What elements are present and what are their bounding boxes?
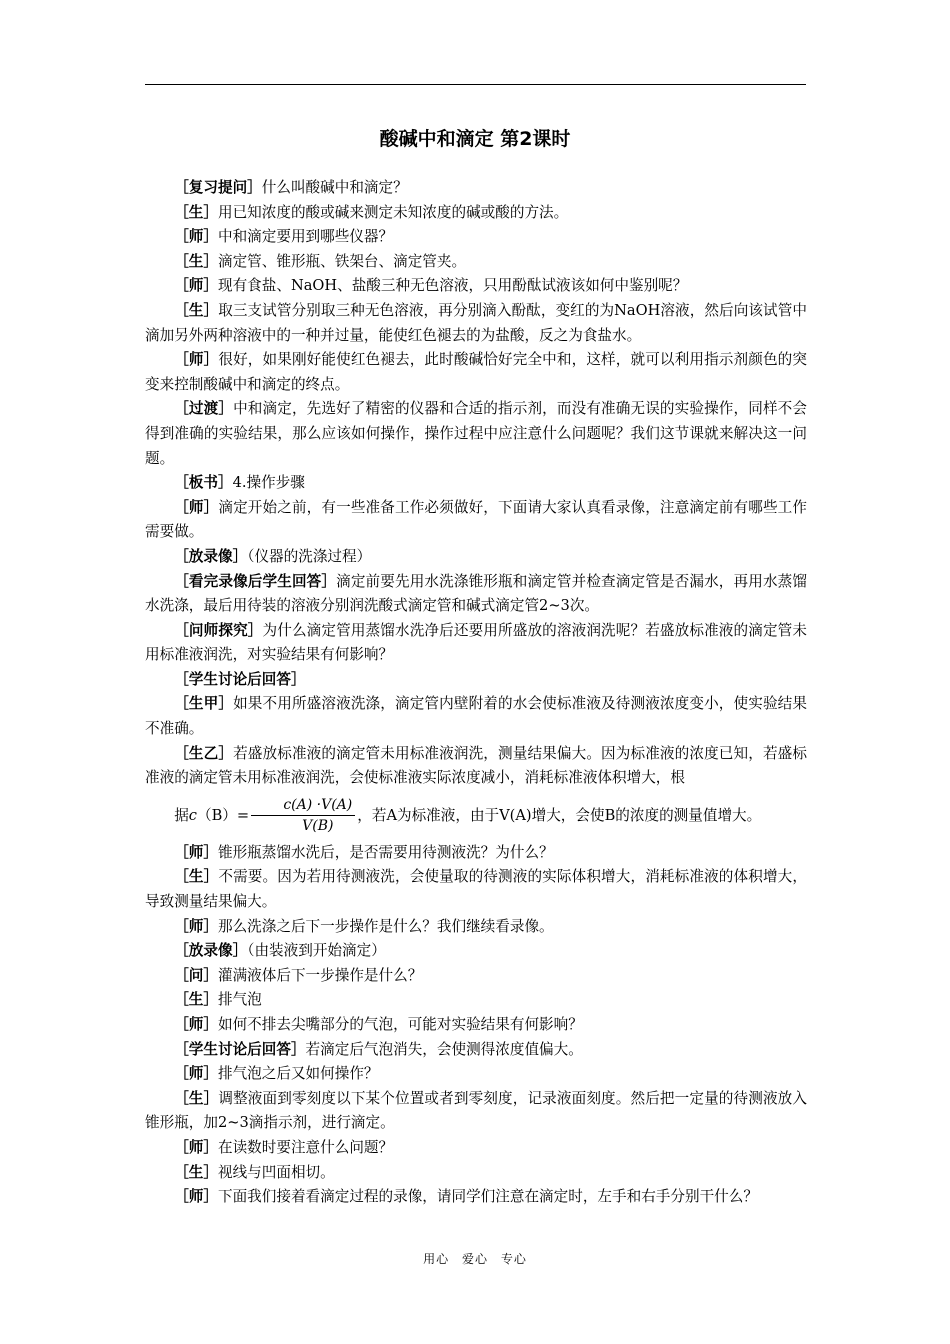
speaker-tag: ［生］ <box>174 991 218 1009</box>
paragraph <box>145 471 807 496</box>
paragraph-text: 什么叫酸碱中和滴定？ <box>261 179 408 196</box>
paragraph <box>145 299 807 348</box>
paragraph <box>145 250 807 275</box>
speaker-tag: ［复习提问］ <box>174 179 262 196</box>
paragraph <box>145 1087 807 1136</box>
paragraph <box>145 274 807 299</box>
speaker-tag: ［师］ <box>174 843 218 861</box>
formula-denominator: V(B) <box>302 818 334 835</box>
speaker-tag: ［生］ <box>174 1163 218 1181</box>
paragraph-group-2 <box>145 841 807 1210</box>
speaker-tag: ［看完录像后学生回答］ <box>174 572 337 590</box>
paragraph-text: 那么洗涤之后下一步操作是什么？我们继续看录像。 <box>217 917 554 935</box>
speaker-tag: ［生］ <box>174 203 218 221</box>
paragraph <box>145 201 807 226</box>
speaker-tag: ［师］ <box>174 277 218 295</box>
paragraph <box>145 397 807 471</box>
paragraph-text: 中和滴定，先选好了精密的仪器和合适的指示剂，而没有准确无误的实验操作，同样不会得到准确的实验结果，那么应该如何操作，操作过程中应注意什么问题呢？我们这节课就来解决这一问题。 <box>145 400 807 467</box>
paragraph-text: 在读数时要注意什么问题？ <box>217 1138 394 1156</box>
paragraph <box>145 668 807 693</box>
formula-numerator: c(A) ·V(A) <box>251 796 355 816</box>
paragraph <box>145 570 807 619</box>
paragraph-text: （由装液到开始滴定） <box>247 942 386 960</box>
speaker-tag: ［过渡］ <box>174 400 234 418</box>
paragraph <box>145 841 807 866</box>
paragraph-text: 滴定开始之前，有一些准备工作必须做好，下面请大家认真看录像，注意滴定前有哪些工作需要做。 <box>145 498 807 541</box>
document-body <box>145 176 807 1210</box>
page-title: 酸碱中和滴定 第2课时 <box>379 128 571 150</box>
speaker-tag: ［师］ <box>174 228 218 246</box>
formula-paragraph <box>145 791 807 841</box>
speaker-tag: ［师］ <box>174 351 219 369</box>
paragraph-text: 排气泡 <box>217 991 262 1009</box>
paragraph-text: 取三支试管分别取三种无色溶液，再分别滴入酚酞，变红的为NaOH溶液，然后向该试管中滴加另外两种溶液中的一种并过量，能使红色褪去的为盐酸，反之为食盐水。 <box>145 301 807 344</box>
speaker-tag: ［师］ <box>174 1188 218 1206</box>
paragraph <box>145 1013 807 1038</box>
paragraph-text: （仪器的洗涤过程） <box>247 547 372 565</box>
paragraph-text: 若滴定后气泡消失，会使测得浓度值偏大。 <box>305 1040 583 1058</box>
paragraph-text: 视线与凹面相切。 <box>217 1163 335 1181</box>
paragraph <box>145 964 807 989</box>
paragraph-group-1 <box>145 176 807 791</box>
paragraph-text: 现有食盐、NaOH、盐酸三种无色溶液，只用酚酞试液该如何中鉴别呢？ <box>217 277 688 295</box>
paragraph-text: 若盛放标准液的滴定管未用标准液润洗，测量结果偏大。因为标准液的浓度已知，若盛标准液的滴定管未用标准液润洗，会使标准液实际浓度减小，消耗标准液体积增大，根 <box>145 744 807 787</box>
paragraph <box>145 545 807 570</box>
paragraph <box>145 1062 807 1087</box>
paragraph <box>145 692 807 741</box>
formula-suffix: ，若A为标准液，由于V(A)增大，会使B的浓度的测量值增大。 <box>357 806 762 824</box>
page-footer <box>0 1250 950 1267</box>
paragraph <box>145 225 807 250</box>
paragraph <box>145 939 807 964</box>
speaker-tag: ［问师探究］ <box>174 621 263 639</box>
paragraph-text: 锥形瓶蒸馏水洗后，是否需要用待测液洗？为什么？ <box>217 843 554 861</box>
paragraph-text: 用已知浓度的酸或碱来测定未知浓度的碱或酸的方法。 <box>217 203 569 221</box>
formula-prefix: 据 <box>174 806 189 824</box>
paragraph-text: 滴定管、锥形瓶、铁架台、滴定管夹。 <box>217 252 467 270</box>
paragraph <box>145 915 807 940</box>
speaker-tag: ［师］ <box>174 1065 218 1083</box>
footer-word: 用心 <box>423 1252 450 1266</box>
paragraph-text: 4.操作步骤 <box>232 474 305 492</box>
paragraph-text: 灌满液体后下一步操作是什么？ <box>217 966 423 984</box>
speaker-tag: ［放录像］ <box>174 942 248 960</box>
header-rule <box>145 84 806 85</box>
paragraph-text: 中和滴定要用到哪些仪器？ <box>217 228 394 246</box>
speaker-tag: ［师］ <box>174 917 218 935</box>
speaker-tag: ［生甲］ <box>174 695 234 713</box>
paragraph-text: 调整液面到零刻度以下某个位置或者到零刻度，记录液面刻度。然后把一定量的待测液放入锥形瓶，加2~3滴指示剂，进行滴定。 <box>145 1089 807 1132</box>
footer-word: 爱心 <box>461 1252 488 1266</box>
paragraph-text: 滴定前要先用水洗涤锥形瓶和滴定管并检查滴定管是否漏水，再用水蒸馏水洗涤，最后用待装的溶液分别润洗酸式滴定管和碱式滴定管2~3次。 <box>145 572 807 615</box>
speaker-tag: ［生］ <box>174 252 218 270</box>
formula-arg: （B） <box>196 806 237 824</box>
paragraph-text: 很好，如果刚好能使红色褪去，此时酸碱恰好完全中和，这样，就可以利用指示剂颜色的突变来控制酸碱中和滴定的终点。 <box>145 351 807 393</box>
paragraph-text: 不需要。因为若用待测液洗，会使量取的待测液的实际体积增大，消耗标准液的体积增大，导致测量结果偏大。 <box>145 868 807 911</box>
speaker-tag: ［放录像］ <box>174 547 248 565</box>
paragraph <box>145 1038 807 1063</box>
speaker-tag: ［板书］ <box>174 474 233 492</box>
paragraph <box>145 1161 807 1186</box>
paragraph <box>145 619 807 668</box>
paragraph-text: 如何不排去尖嘴部分的气泡，可能对实验结果有何影响？ <box>217 1016 583 1033</box>
paragraph <box>145 348 807 397</box>
paragraph-text: 如果不用所盛溶液洗涤，滴定管内壁附着的水会使标准液及待测液浓度变小，使实验结果不准确。 <box>145 695 807 738</box>
speaker-tag: ［学生讨论后回答］ <box>174 670 306 688</box>
speaker-tag: ［生］ <box>174 1089 219 1107</box>
paragraph-text: 排气泡之后又如何操作？ <box>217 1065 379 1083</box>
formula-eq: = <box>236 806 250 824</box>
paragraph <box>145 1185 807 1210</box>
paragraph <box>145 742 807 791</box>
footer-word: 专心 <box>500 1252 527 1266</box>
speaker-tag: ［师］ <box>174 1138 218 1156</box>
paragraph <box>145 1136 807 1161</box>
paragraph <box>145 988 807 1013</box>
formula-fraction <box>251 796 355 835</box>
paragraph <box>145 865 807 914</box>
formula-var: c <box>188 806 197 824</box>
speaker-tag: ［生］ <box>174 868 219 886</box>
paragraph-text: 为什么滴定管用蒸馏水洗净后还要用所盛放的溶液润洗呢？若盛放标准液的滴定管未用标准液润洗，对实验结果有何影响？ <box>145 621 807 664</box>
speaker-tag: ［学生讨论后回答］ <box>174 1040 306 1058</box>
paragraph <box>145 176 807 201</box>
paragraph-text: 下面我们接着看滴定过程的录像，请同学们注意在滴定时，左手和右手分别干什么？ <box>217 1188 758 1206</box>
speaker-tag: ［生乙］ <box>174 744 234 762</box>
speaker-tag: ［师］ <box>174 498 219 516</box>
speaker-tag: ［问］ <box>174 966 218 984</box>
speaker-tag: ［生］ <box>174 301 219 319</box>
speaker-tag: ［师］ <box>174 1016 218 1033</box>
paragraph <box>145 496 807 545</box>
